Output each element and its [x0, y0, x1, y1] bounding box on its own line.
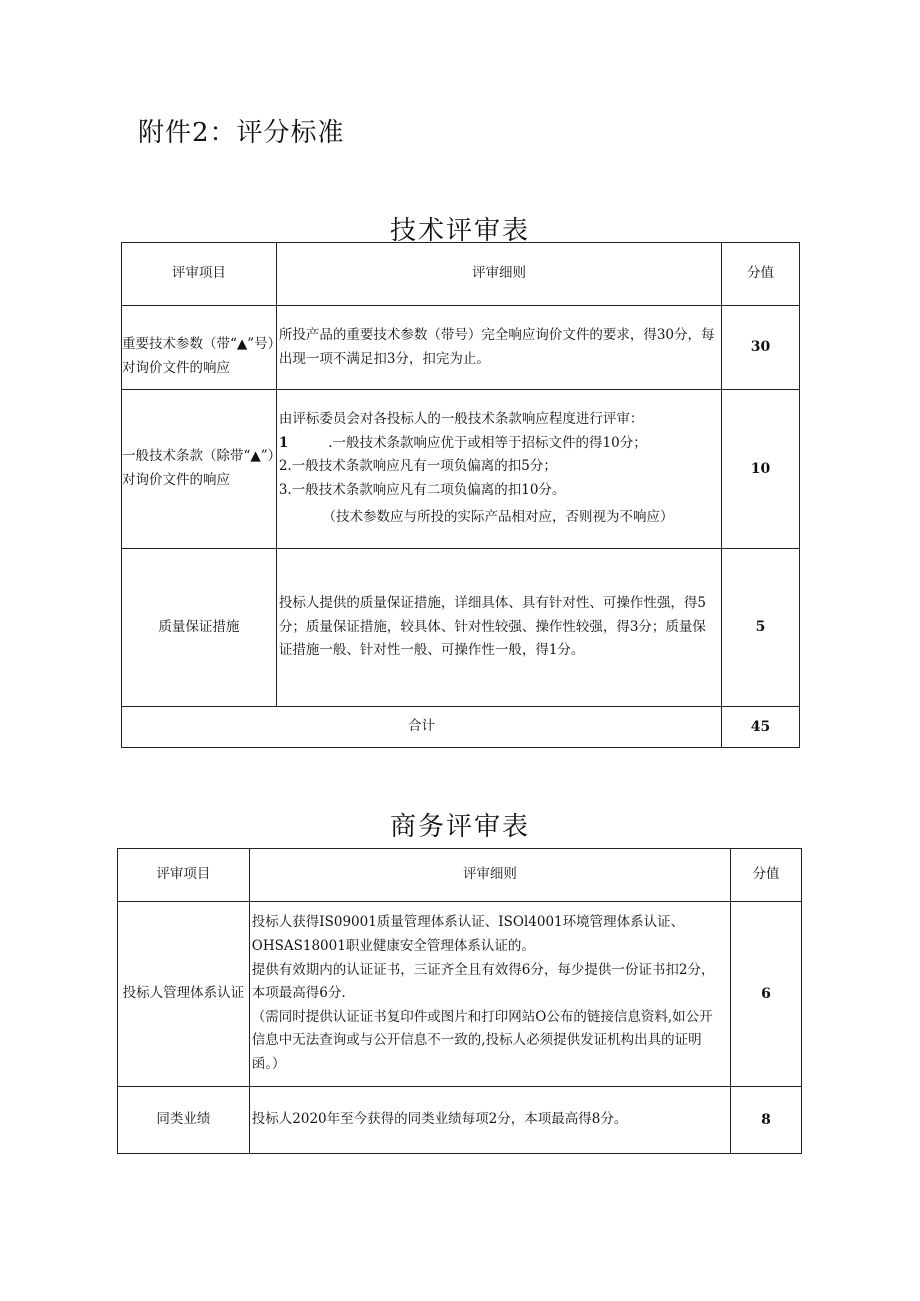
header-score: 分值: [731, 849, 802, 902]
tech-table-title: 技术评审表: [389, 216, 530, 246]
total-score: 45: [722, 707, 800, 748]
row-item: 一般技术条款（除带“▲”）对询价文件的响应: [122, 390, 277, 549]
detail-text: [279, 432, 717, 456]
row-score: 6: [731, 902, 802, 1087]
header-item: 评审项目: [122, 243, 277, 306]
row-detail: [276, 390, 721, 549]
detail-text: 提供有效期内的认证证书，三证齐全且有效得6分，每少提供一份证书扣2分，本项最高得6分.: [251, 961, 715, 1002]
tech-review-table: [121, 242, 800, 748]
table-row: [122, 549, 800, 707]
row-score: 30: [722, 306, 800, 390]
detail-note: （技术参数应与所投的实际产品相对应，否则视为不响应）: [322, 509, 674, 526]
row-item: 质量保证措施: [122, 549, 277, 707]
detail-text: 投标人2020年至今获得的同类业绩每项2分，本项最高得8分。: [251, 1111, 628, 1128]
table-row: [122, 390, 800, 549]
row-score: 8: [731, 1087, 802, 1154]
attachment-title: 附件2：评分标准: [138, 118, 345, 148]
detail-number: 1: [278, 434, 289, 451]
row-item: 重要技术参数（带“▲”号）对询价文件的响应: [122, 306, 277, 390]
table-row: [118, 902, 802, 1087]
row-detail: [276, 549, 721, 707]
header-detail: 评审细则: [276, 243, 721, 306]
row-detail: [276, 306, 721, 390]
row-detail: [249, 1087, 730, 1154]
row-item: 投标人管理体系认证: [118, 902, 250, 1087]
row-score: 5: [722, 549, 800, 707]
header-score: 分值: [722, 243, 800, 306]
total-label: 合计: [122, 707, 722, 748]
table-row: [122, 306, 800, 390]
detail-text: 投标人提供的质量保证措施，详细具体、具有针对性、可操作性强，得5分；质量保证措施，较具体、针对性较强、操作性较强，得3分；质量保证措施一般、针对性一般、可操作性一般，得1分。: [278, 595, 706, 659]
detail-text: 3.一般技术条款响应凡有二项负偏离的扣10分。: [278, 481, 566, 498]
table-header-row: [122, 243, 800, 306]
table-total-row: [122, 707, 800, 748]
row-detail: [249, 902, 730, 1087]
biz-table-title: 商务评审表: [389, 812, 530, 842]
table-header-row: [118, 849, 802, 902]
detail-text: 由评标委员会对各投标人的一般技术条款响应程度进行评审：: [278, 410, 644, 427]
detail-text-inline: .一般技术条款响应优于或相等于招标文件的得10分；: [328, 434, 647, 451]
row-score: 10: [722, 390, 800, 549]
detail-text: 投标人获得IS09001质量管理体系认证、ISOl4001环境管理体系认证、OHSAS18001职业健康安全管理体系认证的。: [251, 914, 685, 954]
table-row: [118, 1087, 802, 1154]
header-detail: 评审细则: [249, 849, 730, 902]
detail-text: 2.一般技术条款响应凡有一项负偏离的扣5分；: [278, 458, 557, 475]
detail-text: 所投产品的重要技术参数（带号）完全响应询价文件的要求，得30分，每出现一项不满足扣3分，扣完为止。: [278, 326, 715, 367]
row-item: 同类业绩: [118, 1087, 250, 1154]
business-review-table: [117, 848, 802, 1154]
detail-note: （需同时提供认证证书复印件或图片和打印网站O公布的链接信息资料,如公开信息中无法查询或与公开信息不一致的,投标人必须提供发证机构出具的证明函。）: [251, 1008, 713, 1073]
header-item: 评审项目: [118, 849, 250, 902]
